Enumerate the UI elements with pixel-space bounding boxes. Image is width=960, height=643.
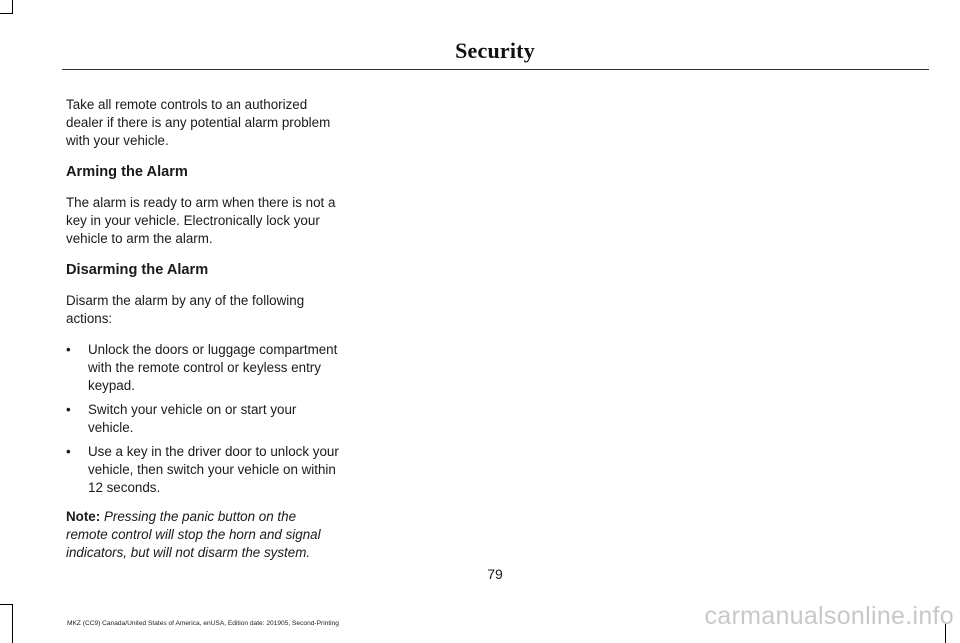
crop-mark-bottom-left <box>0 604 13 605</box>
disarming-paragraph: Disarm the alarm by any of the following actions: <box>66 293 305 326</box>
disarming-heading: Disarming the Alarm <box>66 262 209 278</box>
crop-mark-top-left <box>0 13 13 14</box>
crop-mark-bottom-left <box>12 604 13 643</box>
arming-paragraph: The alarm is ready to arm when there is not a key in your vehicle. Electronically lock your vehicle to arm the alarm. <box>66 195 336 246</box>
list-item <box>66 443 340 497</box>
page-number: 79 <box>487 566 503 582</box>
list-item-text: Use a key in the driver door to unlock your vehicle, then switch your vehicle on within 12 seconds. <box>88 444 339 495</box>
list-item-text: Unlock the doors or luggage compartment with the remote control or keyless entry keypad. <box>88 342 338 393</box>
edition-footer: MKZ (CC9) Canada/United States of America, enUSA, Edition date: 201905, Second-Printing <box>67 620 339 627</box>
watermark: carmanualsonline.info <box>704 602 954 630</box>
arming-heading: Arming the Alarm <box>66 164 188 180</box>
note-text: Pressing the panic button on the remote control will stop the horn and signal indicators, but will not disarm the system. <box>66 509 321 560</box>
crop-mark-top-left <box>12 0 13 14</box>
header-divider <box>62 69 929 70</box>
disarm-actions-list <box>66 341 340 497</box>
note-label: Note: <box>66 509 101 524</box>
main-content <box>66 96 340 575</box>
note-paragraph <box>66 508 340 562</box>
bullet-icon: • <box>66 402 71 417</box>
list-item <box>66 401 340 437</box>
intro-paragraph: Take all remote controls to an authorized dealer if there is any potential alarm problem with your vehicle. <box>66 97 331 148</box>
bullet-icon: • <box>66 342 71 357</box>
page-title: Security <box>455 38 535 63</box>
bullet-icon: • <box>66 444 71 459</box>
list-item <box>66 341 340 395</box>
list-item-text: Switch your vehicle on or start your vehicle. <box>88 402 297 435</box>
